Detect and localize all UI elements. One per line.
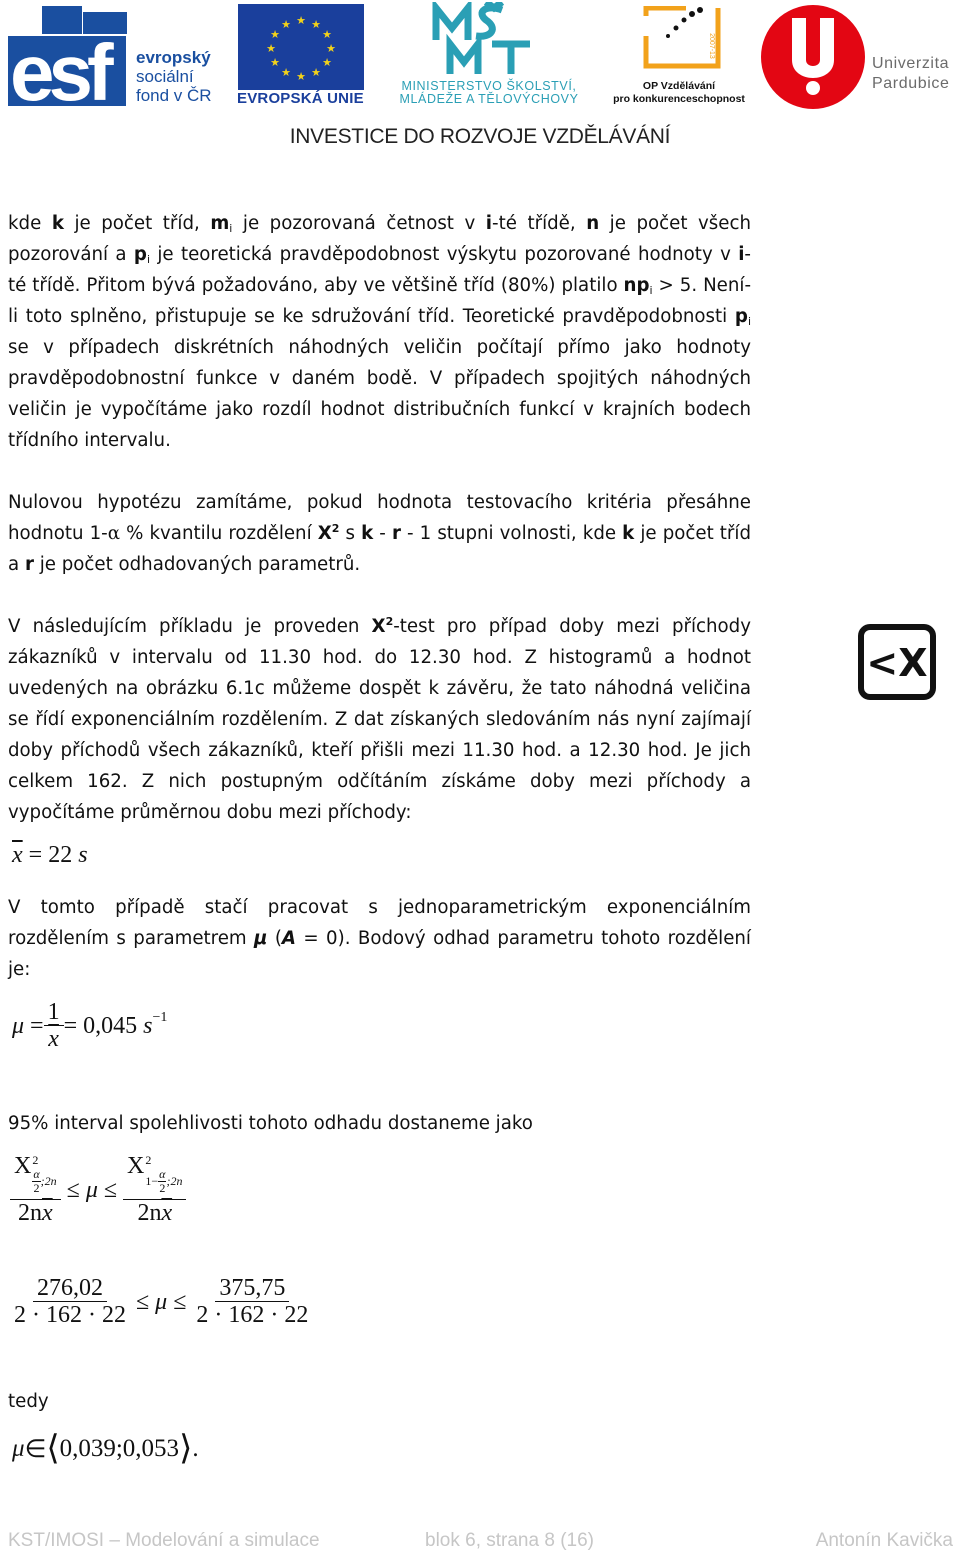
page-content-3: [8, 1108, 751, 1139]
investice-tagline: INVESTICE DO ROZVOJE VZDĚLÁVÁNÍ: [289, 125, 671, 148]
upce-text: [872, 54, 949, 94]
paragraph-interval: 95% interval spolehlivosti tohoto odhadu dostaneme jako: [8, 1113, 533, 1134]
upce-logo-icon: [760, 4, 866, 110]
esf-line-3: fond v ČR: [136, 86, 212, 105]
esf-logo-icon: [8, 6, 130, 106]
paragraph-example: V následujícím příkladu je proveden $X^2$-test pro případ doby mezi příchody zákazníků v intervalu od 11.30 hod. do 12.30 hod. Z histogramů a hodnot uvedených na obrázku 6.1c můžeme dospět k závěru, že tato náhodná veličina se řídí exponenciálním rozdělením. Z dat získaných sledováním nás nyní zajímají doby příchodů všech zákazníků, kteří přišli mezi 11.30 hod. a 12.30 hod. Je jich celkem 162. Z nich postupným odčítáním získáme doby mezi příchody a vypočítáme průměrnou dobu mezi příchody:: [8, 615, 751, 823]
svg-text:<X: <X: [866, 641, 928, 685]
fraction-left: Χ 2 $\frac{\alpha}{2}$ ;2n $2n\overline{x}$: [10, 1154, 61, 1226]
svg-text:esf: esf: [10, 28, 108, 106]
footer-author: Antonín Kavička: [815, 1530, 953, 1551]
esf-text: [136, 48, 236, 105]
page-content-4: [8, 1386, 751, 1417]
msmt-text: [378, 80, 600, 106]
op-line-2: pro konkurenceschopnost: [613, 93, 745, 105]
fraction-mu: $\frac{1}{x}$: [44, 1000, 64, 1053]
paragraph-tedy: tedy: [8, 1391, 49, 1412]
op-line-1: OP Vzdělávání: [642, 80, 716, 92]
fraction-numeric-right: $\frac{375,75}{2 \cdot 162 \cdot 22}$: [196, 1275, 309, 1329]
eu-flag-icon: [238, 4, 364, 90]
svg-text:★: ★: [270, 28, 280, 41]
fraction-numeric-left: $\frac{276,02}{2 \cdot 162 \cdot 22}$: [14, 1275, 126, 1329]
footer-course: KST/IMOSI – Modelování a simulace: [8, 1530, 320, 1551]
footer-page: blok 6, strana 8 (16): [425, 1530, 594, 1551]
op-logo-icon: [640, 6, 724, 80]
op-text: [604, 80, 754, 106]
equation-interval: Χ 2 $\frac{\alpha}{2}$ ;2n $2n\overline{x}$ ≤ μ ≤ Χ 2 1− $\frac{\alpha}{2}$ ;2n $2n\overline{x}$: [10, 1154, 186, 1226]
msmt-logo-icon: [430, 2, 546, 78]
svg-text:★: ★: [281, 66, 291, 79]
svg-text:★: ★: [281, 18, 291, 31]
equation-result: μ ∈ ⟨ 0,039;0,053 ⟩ .: [12, 1430, 199, 1467]
msmt-line-1: MINISTERSTVO ŠKOLSTVÍ,: [401, 79, 577, 93]
paragraph-classes: kde k je počet tříd, $m_i$ je pozorovaná četnost v i-té třídě, n je počet všech pozorování a $p_i$ je teoretická pravděpodobnost výskytu pozorované hodnoty v i-té třídě. Přitom bývá požadováno, aby ve většině tříd (80%) platilo $np_i > 5$. Není-li toto splněno, přistupuje se ke sdružování tříd. Teoretické pravděpodobnosti $p_i$ se v případech diskrétních náhodných veličin počítají přímo jako hodnoty pravděpodobnostní funkce v daném bodě. V případech spojitých náhodných veličin je vypočítáme jako rozdíl hodnot distribučních funkcí v krajních bodech třídního intervalu.: [8, 213, 752, 451]
page-footer: [8, 1528, 953, 1558]
svg-text:★: ★: [322, 28, 332, 41]
op-years: 2007-13: [708, 33, 715, 59]
paragraph-hypothesis: Nulovou hypotézu zamítáme, pokud hodnota testovacího kritéria přesáhne hodnotu 1-α % kvantilu rozdělení $X^2$ s k - r - 1 stupni volnosti, kde k je počet tříd a r je počet odhadovaných parametrů.: [8, 492, 751, 575]
page-content: [8, 208, 751, 828]
msmt-line-2: MLÁDEŽE A TĚLOVÝCHOVY: [399, 92, 579, 106]
svg-text:★: ★: [322, 56, 332, 69]
svg-text:★: ★: [326, 42, 336, 55]
svg-text:★: ★: [270, 56, 280, 69]
svg-text:★: ★: [266, 42, 276, 55]
equation-mean: $\overline{x} = 22$ s: [12, 842, 88, 868]
equation-mu: μ = $\frac{1}{x}$ = 0,045 s $^{-1}$: [12, 999, 168, 1053]
svg-text:★: ★: [311, 66, 321, 79]
page-content-2: [8, 892, 751, 985]
paragraph-exponential: V tomto případě stačí pracovat s jednoparametrickým exponenciálním rozdělením s parametrem μ (A = 0). Bodový odhad parametru tohoto rozdělení je:: [8, 897, 751, 980]
calculator-icon: [858, 624, 936, 700]
esf-line-1: evropský: [136, 48, 211, 67]
page-header: [0, 0, 960, 160]
fraction-right: Χ 2 1− $\frac{\alpha}{2}$ ;2n $2n\overline{x}$: [123, 1154, 186, 1226]
upce-line-2: Pardubice: [872, 75, 950, 92]
esf-line-2: sociální: [136, 67, 194, 86]
upce-line-1: Univerzita: [872, 55, 950, 72]
svg-text:★: ★: [296, 14, 306, 27]
svg-text:★: ★: [296, 70, 306, 83]
eu-label: EVROPSKÁ UNIE: [237, 90, 364, 107]
svg-text:★: ★: [311, 18, 321, 31]
equation-numeric: $\frac{276,02}{2 \cdot 162 \cdot 22}$ ≤ μ ≤ $\frac{375,75}{2 \cdot 162 \cdot 22}$: [10, 1276, 312, 1329]
